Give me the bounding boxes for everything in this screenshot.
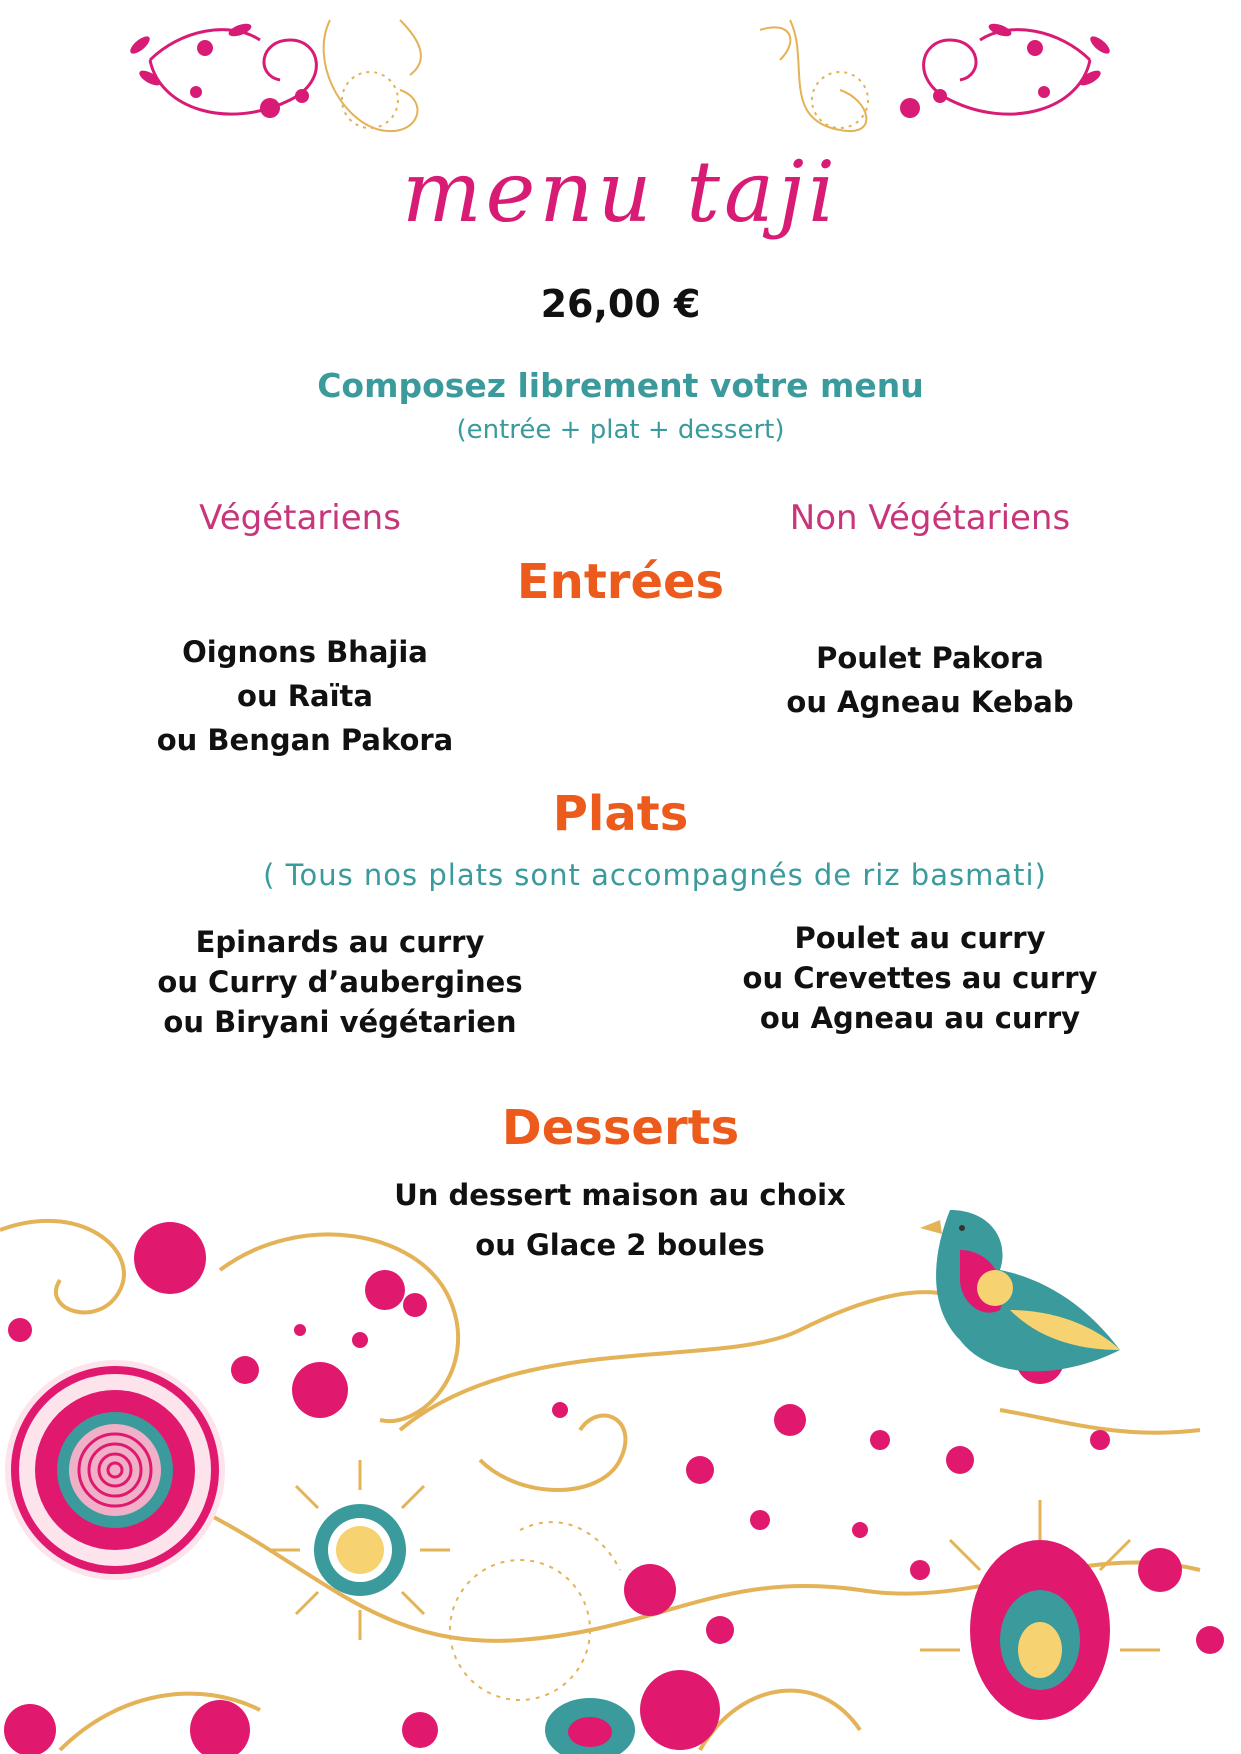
non-vegetarian-column-heading: Non Végétariens	[789, 498, 1071, 538]
entrees-heading: Entrées	[516, 554, 725, 610]
entrees-vegetarian-list	[140, 630, 470, 762]
plats-vegetarian-list	[140, 922, 540, 1042]
compose-subtitle: (entrée + plat + dessert)	[456, 415, 785, 445]
plats-non-vegetarian-list	[720, 918, 1120, 1038]
desserts-heading: Desserts	[501, 1100, 740, 1156]
dish-item: ou Raïta	[237, 679, 373, 713]
entrees-non-vegetarian-list	[760, 636, 1100, 724]
dish-item: ou Bengan Pakora	[156, 723, 454, 757]
menu-title: menu taji	[401, 143, 839, 241]
dish-item: Epinards au curry	[195, 925, 485, 959]
dish-item: ou Curry d’aubergines	[157, 965, 523, 999]
dish-item: ou Biryani végétarien	[163, 1005, 517, 1039]
plats-note: ( Tous nos plats sont accompagnés de riz basmati)	[263, 858, 1047, 892]
dish-item: Poulet Pakora	[816, 641, 1044, 675]
vegetarian-column-heading: Végétariens	[199, 498, 401, 538]
dish-item: ou Glace 2 boules	[475, 1228, 765, 1262]
dish-item: Poulet au curry	[794, 921, 1046, 955]
compose-heading: Composez librement votre menu	[317, 366, 924, 405]
dish-item: ou Crevettes au curry	[742, 961, 1098, 995]
plats-heading: Plats	[552, 786, 689, 842]
menu-price: 26,00 €	[540, 282, 701, 326]
top-left-ornament	[0, 0, 1241, 160]
dish-item: ou Agneau Kebab	[786, 685, 1074, 719]
floral-illustration	[0, 1210, 1241, 1754]
dish-item: Oignons Bhajia	[182, 635, 428, 669]
dish-item: ou Agneau au curry	[759, 1001, 1081, 1035]
dish-item: Un dessert maison au choix	[394, 1178, 846, 1212]
